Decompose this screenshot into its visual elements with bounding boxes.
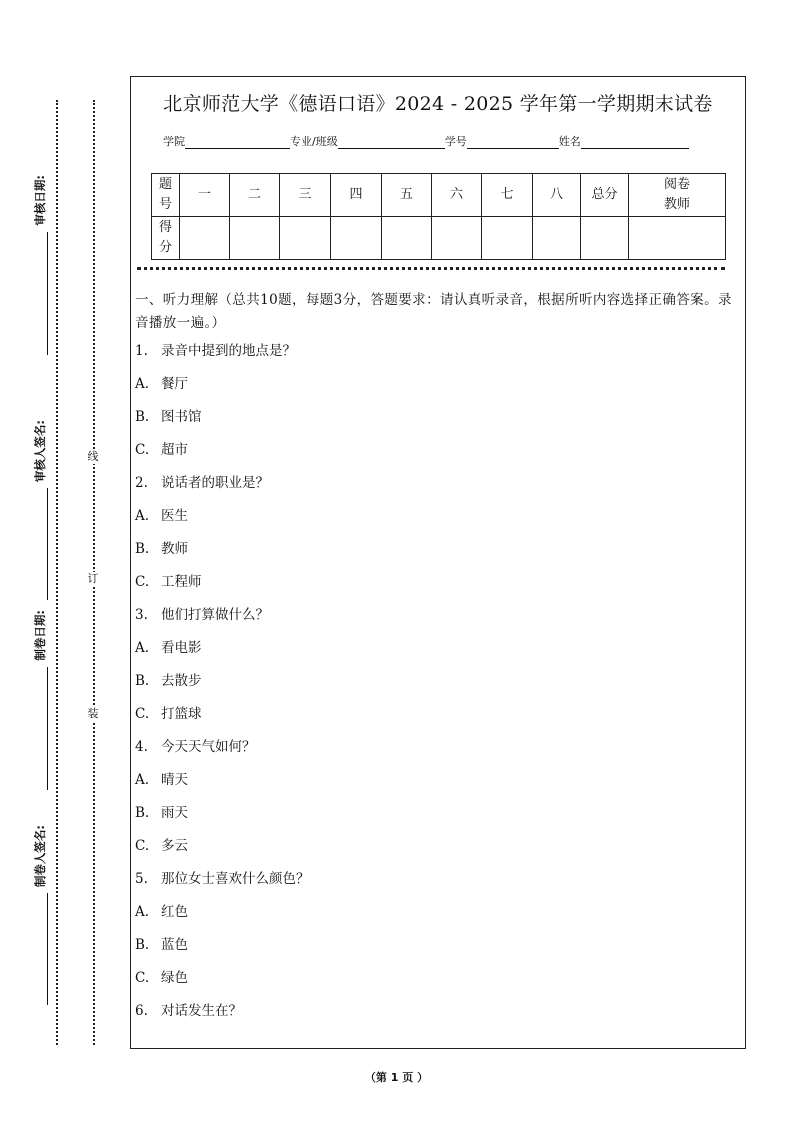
student-id-label: 学号	[444, 135, 467, 148]
question-stem	[135, 737, 737, 770]
question-stem	[135, 341, 737, 374]
score-cell[interactable]	[230, 217, 280, 260]
option-text: 餐厅	[161, 376, 188, 392]
page-number: （第 1 页 ）	[364, 1071, 429, 1084]
question-text: 说话者的职业是？	[161, 475, 269, 491]
option-text: 蓝色	[161, 937, 188, 953]
question-text: 那位女士喜欢什么颜色？	[161, 871, 310, 887]
name-label: 姓名	[558, 135, 581, 148]
question-text: 他们打算做什么？	[161, 607, 269, 623]
student-id-blank[interactable]	[467, 136, 559, 149]
question-number: 5.	[135, 871, 148, 887]
option-text: 晴天	[161, 772, 188, 788]
question-text: 对话发生在？	[161, 1003, 242, 1019]
question-text: 录音中提到的地点是？	[161, 343, 296, 359]
answer-option[interactable]	[135, 638, 737, 671]
score-cell[interactable]	[382, 217, 432, 260]
option-letter: B.	[135, 673, 150, 689]
option-text: 图书馆	[161, 409, 202, 425]
question-number: 6.	[135, 1003, 148, 1019]
major-class-blank[interactable]	[338, 136, 445, 149]
reviewer-sign-blank	[34, 488, 48, 600]
answer-option[interactable]	[135, 572, 737, 605]
answer-option[interactable]	[135, 968, 737, 1001]
col-7: 七	[482, 174, 533, 217]
answer-option[interactable]	[135, 704, 737, 737]
dotted-separator	[137, 267, 725, 270]
question-number: 2.	[135, 475, 148, 491]
score-cell[interactable]	[533, 217, 581, 260]
option-letter: C.	[135, 574, 150, 590]
binding-mark-zhuang: 装	[87, 707, 99, 720]
exam-title: 北京师范大学《德语口语》2024 - 2025 学年第一学期期末试卷	[163, 93, 713, 115]
option-text: 看电影	[161, 640, 202, 656]
option-letter: B.	[135, 541, 150, 557]
question-stem	[135, 1001, 737, 1034]
row-label-defen: 得 分	[152, 217, 180, 260]
answer-option[interactable]	[135, 836, 737, 869]
col-grader: 阅卷 教师	[629, 174, 726, 217]
binding-dotted-line-outer	[56, 100, 58, 1045]
option-letter: C.	[135, 706, 150, 722]
name-blank[interactable]	[581, 136, 689, 149]
option-letter: B.	[135, 937, 150, 953]
option-letter: A.	[135, 640, 150, 656]
option-letter: A.	[135, 376, 150, 392]
answer-option[interactable]	[135, 935, 737, 968]
option-text: 红色	[161, 904, 188, 920]
option-letter: B.	[135, 805, 150, 821]
review-date-blank	[34, 232, 48, 355]
col-3: 三	[280, 174, 331, 217]
col-total: 总分	[581, 174, 629, 217]
question-number: 3.	[135, 607, 148, 623]
row-label-tihao: 题 号	[152, 174, 180, 217]
section-listening	[135, 289, 737, 1034]
option-text: 超市	[161, 442, 188, 458]
score-cell-total[interactable]	[581, 217, 629, 260]
answer-option[interactable]	[135, 506, 737, 539]
binding-mark-ding: 订	[87, 572, 99, 585]
question-number: 1.	[135, 343, 148, 359]
score-cell[interactable]	[432, 217, 482, 260]
option-text: 工程师	[161, 574, 202, 590]
question-stem	[135, 473, 737, 506]
college-label: 学院	[163, 135, 185, 148]
option-text: 绿色	[161, 970, 188, 986]
col-4: 四	[331, 174, 382, 217]
col-6: 六	[432, 174, 482, 217]
option-text: 雨天	[161, 805, 188, 821]
prep-date-blank	[34, 667, 48, 790]
score-cell[interactable]	[331, 217, 382, 260]
student-info-row	[163, 133, 689, 149]
score-cell[interactable]	[482, 217, 533, 260]
option-letter: C.	[135, 970, 150, 986]
option-letter: A.	[135, 904, 150, 920]
major-class-label: 专业/班级	[290, 135, 338, 148]
score-table	[151, 173, 726, 260]
score-cell-grader[interactable]	[629, 217, 726, 260]
answer-option[interactable]	[135, 770, 737, 803]
answer-option[interactable]	[135, 902, 737, 935]
option-text: 打篮球	[161, 706, 202, 722]
col-5: 五	[382, 174, 432, 217]
answer-option[interactable]	[135, 374, 737, 407]
option-text: 多云	[161, 838, 188, 854]
option-letter: A.	[135, 508, 150, 524]
review-date-label: 审核日期:	[33, 175, 47, 226]
question-list	[135, 341, 737, 1034]
answer-option[interactable]	[135, 671, 737, 704]
prep-date-label: 制卷日期:	[33, 610, 47, 661]
preparer-sign-blank	[34, 893, 48, 1005]
col-2: 二	[230, 174, 280, 217]
answer-option[interactable]	[135, 803, 737, 836]
col-8: 八	[533, 174, 581, 217]
question-text: 今天天气如何？	[161, 739, 256, 755]
option-text: 教师	[161, 541, 188, 557]
option-text: 去散步	[161, 673, 202, 689]
option-letter: C.	[135, 838, 150, 854]
binding-mark-xian: 线	[87, 450, 99, 463]
option-text: 医生	[161, 508, 188, 524]
score-cell[interactable]	[280, 217, 331, 260]
score-cell[interactable]	[180, 217, 230, 260]
answer-option[interactable]	[135, 407, 737, 440]
exam-frame	[130, 76, 746, 1049]
college-blank[interactable]	[185, 136, 290, 149]
preparer-sign-label: 制卷人签名:	[33, 825, 47, 888]
answer-option[interactable]	[135, 539, 737, 572]
answer-option[interactable]	[135, 440, 737, 473]
option-letter: B.	[135, 409, 150, 425]
question-number: 4.	[135, 739, 148, 755]
question-stem	[135, 869, 737, 902]
reviewer-sign-label: 审核人签名:	[33, 420, 47, 483]
col-1: 一	[180, 174, 230, 217]
option-letter: C.	[135, 442, 150, 458]
section-heading: 一、听力理解（总共10题，每题3分，答题要求：请认真听录音，根据所听内容选择正确答案。录音播放一遍。）	[135, 292, 732, 331]
question-stem	[135, 605, 737, 638]
option-letter: A.	[135, 772, 150, 788]
